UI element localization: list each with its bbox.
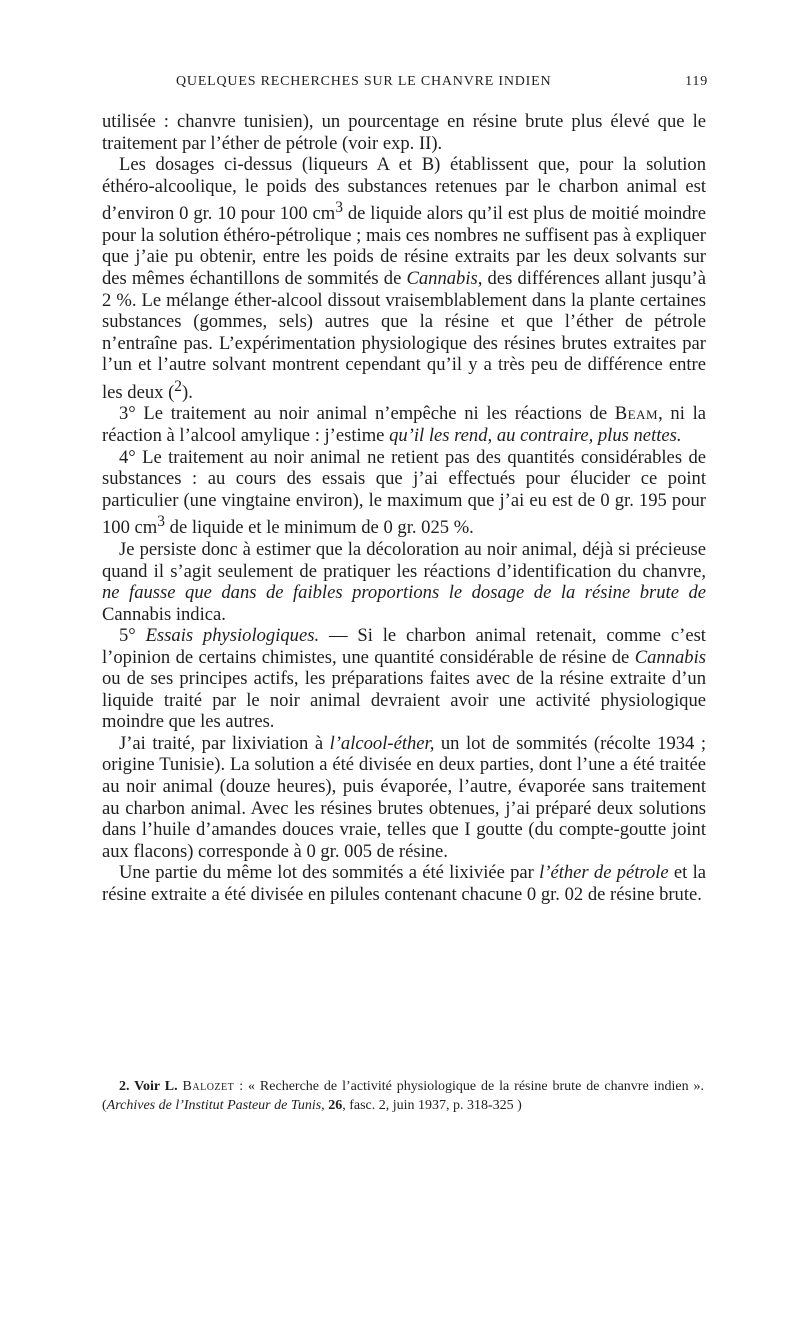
paragraph: Les dosages ci-dessus (liqueurs A et B) établissent que, pour la solution éthéro-alcoolique, le poids des substances retenues par le charbon animal est d’environ 0 gr. 10 pour 100 $cm^3$ de liquide alors qu’il est plus de moitié moindre pour la solution éthéro-pétrolique ; mais ces nombres ne suffisent pas à expliquer que j’aie pu obtenir, entre les poids de résine extraits par les deux solvants sur des mêmes échantillons de sommités de Cannabis, des différences allant jusqu’à 2 %. Le mélange éther-alcool dissout vraisemblablement dans la plante certaines substances (gommes, sels) autres que la résine et que l’éther de pétrole n’entraîne pas. L’expérimentation physiologique des résines brutes extraites par l’un et l’autre solvant montrent cependant qu’il y a très peu de différence entre les deux ($^2$). xyxy=(102,154,706,403)
body-text xyxy=(102,111,706,905)
paragraph: Je persiste donc à estimer que la décoloration au noir animal, déjà si précieuse quand il s’agit seulement de pratiquer les réactions d’identification du chanvre, ne fausse que dans de faibles proportions le dosage de la résine brute de Cannabis indica. xyxy=(102,538,706,625)
footnote-ref: 2 xyxy=(174,377,183,395)
paragraph: J’ai traité, par lixiviation à l’alcool-éther, un lot de sommités (récolte 1934 ; origine Tunisie). La solution a été divisée en deux parties, dont l’une a été traitée au noir animal (douze heures), puis évaporée, l’autre, évaporée sans traitement au charbon animal. Avec les résines brutes obtenues, j’ai préparé deux solutions dans l’huile d’amandes douces vraie, telles que I goutte (du compte-goutte joint aux flacons) corresponde à 0 gr. 005 de résine. xyxy=(102,732,706,862)
journal-title: Archives de l’Institut Pasteur de Tunis, xyxy=(106,1098,325,1113)
paragraph: 5° Essais physiologiques. — Si le charbon animal retenait, comme c’est l’opinion de certains chimistes, une quantité considérable de résine de Cannabis ou de ses principes actifs, les préparations faites avec de la résine extraite d’un liquide traité par le noir animal devraient avoir une activité physiologique moindre que les autres. xyxy=(102,625,706,733)
running-title: QUELQUES RECHERCHES SUR LE CHANVRE INDIEN xyxy=(176,74,552,89)
page-number: 119 xyxy=(685,74,708,89)
footnote: 2. Voir L. Balozet : « Recherche de l’activité physiologique de la résine brute de chanvre indien ». (Archives de l’Institut Pasteur de Tunis, 26, fasc. 2, juin 1937, p. 318-325 ) xyxy=(102,1079,705,1113)
paragraph: 3° Le traitement au noir animal n’empêche ni les réactions de Beam, ni la réaction à l’alcool amylique : j’estime qu’il les rend, au contraire, plus nettes. xyxy=(102,403,706,447)
page-header xyxy=(108,74,708,96)
footnote-author: Balozet xyxy=(182,1079,235,1094)
paragraph: Une partie du même lot des sommités a été lixiviée par l’éther de pétrole et la résine extraite a été divisée en pilules contenant chacune 0 gr. 02 de résine brute. xyxy=(102,862,706,905)
paragraph: 4° Le traitement au noir animal ne retient pas des quantités considérables de substances : au cours des essais que j’ai effectués pour élucider ce point particulier (une vingtaine environ), le maximum que j’ai eu est de 0 gr. 195 pour 100 $cm^3$ de liquide et le minimum de 0 gr. 025 %. xyxy=(102,446,706,539)
paragraph: utilisée : chanvre tunisien), un pourcentage en résine brute plus élevé que le traitement par l’éther de pétrole (voir exp. II). xyxy=(102,111,706,154)
